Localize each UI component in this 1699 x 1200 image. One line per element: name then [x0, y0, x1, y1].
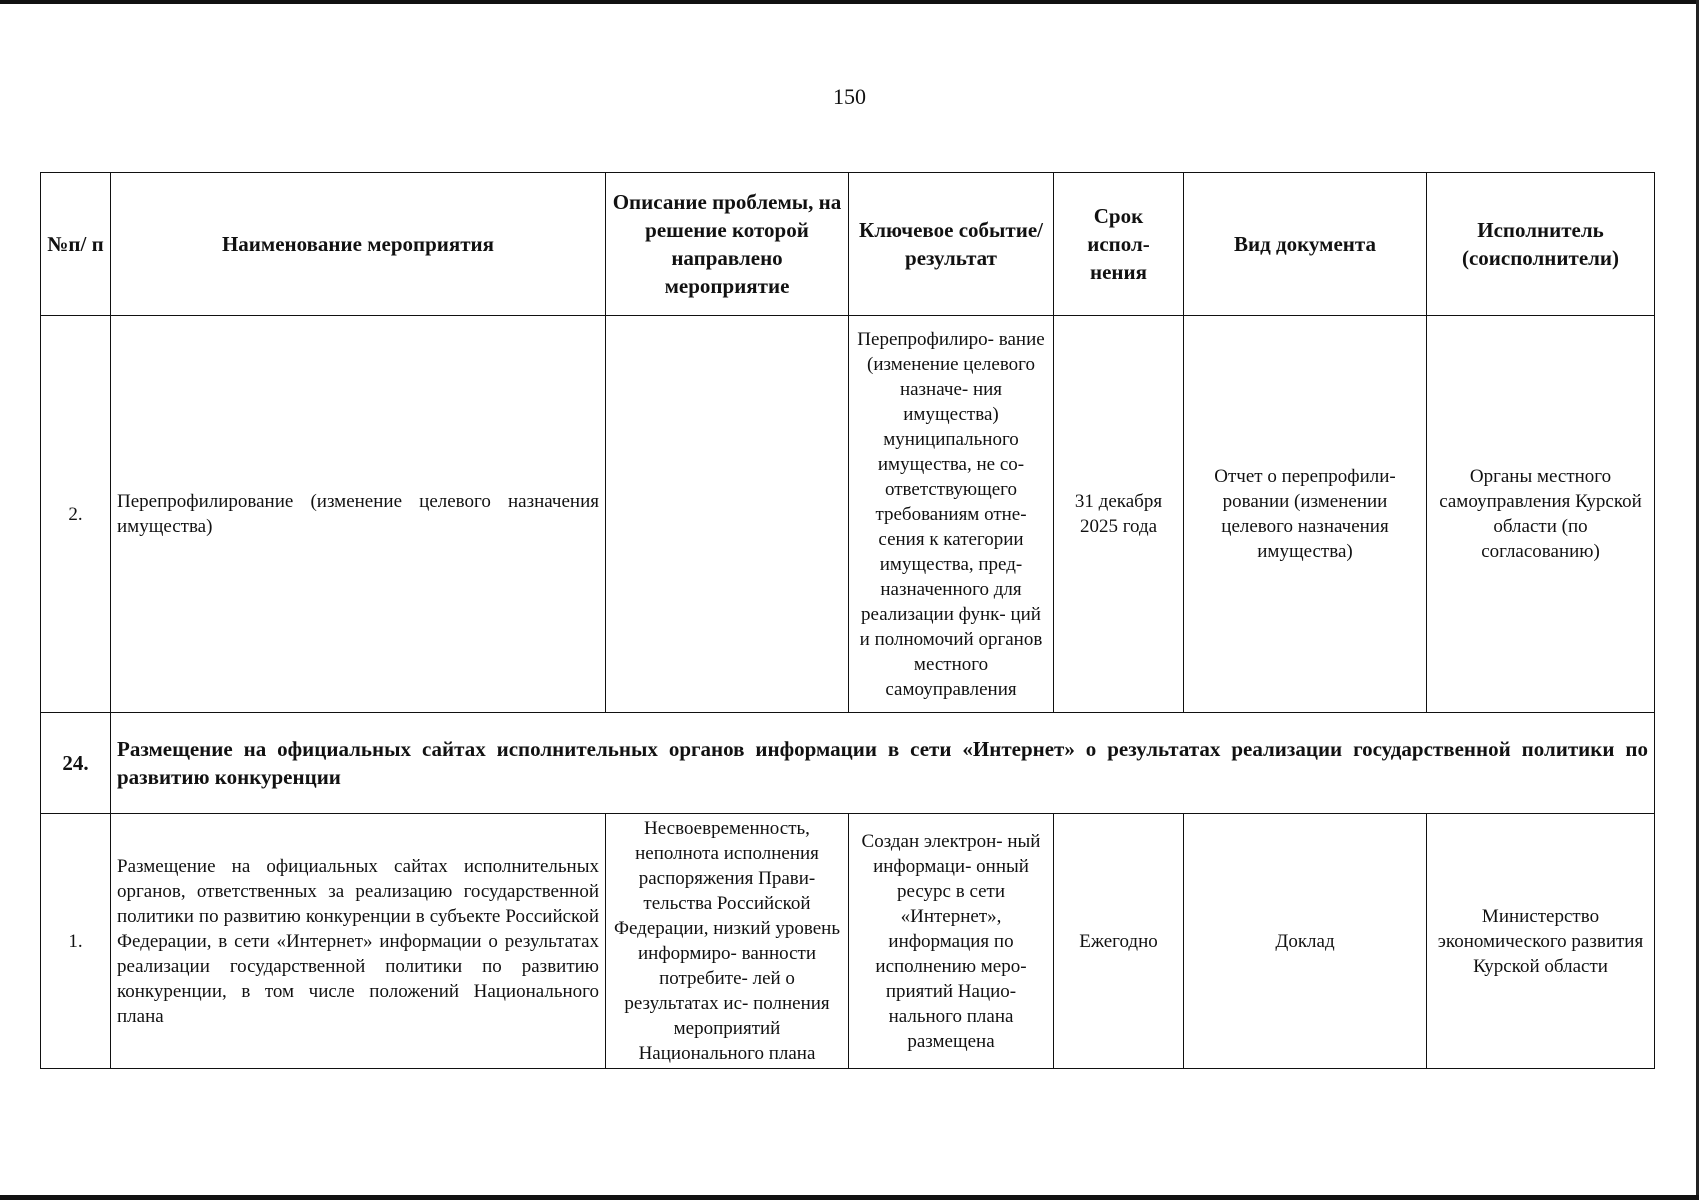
header-number: №п/ п [41, 173, 111, 316]
section-title: Размещение на официальных сайтах исполнительных органов информации в сети «Интернет» о результатах реализации государственной политики по развитию конкуренции [111, 713, 1655, 814]
page-number: 150 [833, 84, 866, 109]
problem-description [606, 316, 849, 713]
problem-description: Несвоевременность, неполнота исполнения распоряжения Прави- тельства Российской Федерации, низкий уровень информиро- ванности потребите- лей о результатах ис- полнения мероприятий Национального плана [606, 814, 849, 1069]
row-number: 2. [41, 316, 111, 713]
scan-edge-top [0, 0, 1699, 4]
document-type: Отчет о перепрофили- ровании (изменении целевого назначения имущества) [1184, 316, 1427, 713]
executor: Органы местного самоуправления Курской области (по согласованию) [1427, 316, 1655, 713]
table-header-row [41, 173, 1655, 316]
key-event-result: Создан электрон- ный информаци- онный ресурс в сети «Интернет», информация по исполнению меро- приятий Нацио- нального плана размещена [849, 814, 1054, 1069]
header-deadline: Срок испол- нения [1054, 173, 1184, 316]
key-event-result: Перепрофилиро- вание (изменение целевого назначе- ния имущества) муниципального имущества, не со- ответствующего требованиям отне- сения к категории имущества, пред- назначенного для реализации функ- ций и полномочий органов местного самоуправления [849, 316, 1054, 713]
table-row [41, 814, 1655, 1069]
activity-name: Перепрофилирование (изменение целевого назначения имущества) [111, 316, 606, 713]
deadline: Ежегодно [1054, 814, 1184, 1069]
document-type: Доклад [1184, 814, 1427, 1069]
action-plan-table [40, 172, 1655, 1069]
section-row [41, 713, 1655, 814]
activity-name: Размещение на официальных сайтах исполнительных органов, ответственных за реализацию государственной политики по развитию конкуренции в субъекте Российской Федерации, в сети «Интернет» информации о результатах реализации государственной политики по развитию конкуренции, в том числе положений Национального плана [111, 814, 606, 1069]
header-activity-name: Наименование мероприятия [111, 173, 606, 316]
deadline: 31 декабря 2025 года [1054, 316, 1184, 713]
table-row [41, 316, 1655, 713]
row-number: 1. [41, 814, 111, 1069]
header-document-type: Вид документа [1184, 173, 1427, 316]
header-problem-description: Описание проблемы, на решение которой направлено мероприятие [606, 173, 849, 316]
section-number: 24. [41, 713, 111, 814]
header-key-event: Ключевое событие/ результат [849, 173, 1054, 316]
executor: Министерство экономического развития Курской области [1427, 814, 1655, 1069]
scan-edge-bottom [0, 1195, 1699, 1200]
header-executor: Исполнитель (соисполнители) [1427, 173, 1655, 316]
